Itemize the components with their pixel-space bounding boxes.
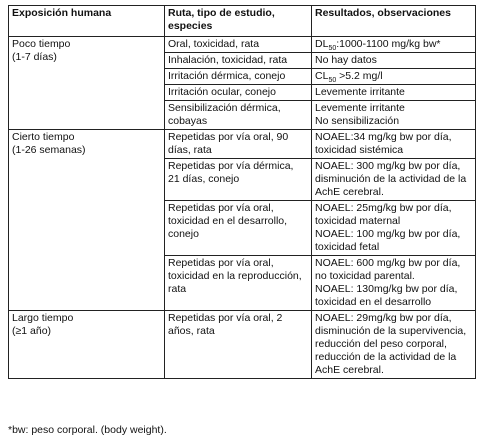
route-cell: Repetidas por vía oral, 2 años, rata bbox=[165, 311, 312, 379]
route-cell: Repetidas por vía dérmica, 21 días, conejo bbox=[165, 159, 312, 201]
footnote: *bw: peso corporal. (body weight). bbox=[8, 424, 167, 436]
result-cell: NOAEL: 600 mg/kg bw por día, no toxicidad parental. NOAEL: 130mg/kg bw por día, toxicidad en el desarrollo bbox=[312, 256, 476, 311]
result-cell: No hay datos bbox=[312, 53, 476, 69]
result-cell bbox=[312, 69, 476, 85]
result-subscript: 50 bbox=[328, 77, 337, 85]
table-header-row bbox=[9, 6, 476, 37]
exposure-cell: Poco tiempo (1-7 días) bbox=[9, 37, 165, 130]
header-results: Resultados, observaciones bbox=[312, 6, 476, 37]
table-row bbox=[9, 37, 476, 53]
result-cell: NOAEL: 25mg/kg bw por día, toxicidad maternal NOAEL: 100 mg/kg bw por día, toxicidad fetal bbox=[312, 201, 476, 256]
route-cell: Repetidas por vía oral, 90 días, rata bbox=[165, 130, 312, 159]
result-suffix: :1000-1100 mg/kg bw* bbox=[336, 38, 441, 50]
result-cell: NOAEL: 300 mg/kg bw por día, disminución de la actividad de la AchE cerebral. bbox=[312, 159, 476, 201]
route-cell: Repetidas por vía oral, toxicidad en la reproducción, rata bbox=[165, 256, 312, 311]
result-subscript: 50 bbox=[328, 45, 337, 53]
route-cell: Oral, toxicidad, rata bbox=[165, 37, 312, 53]
route-cell: Sensibilización dérmica, cobayas bbox=[165, 101, 312, 130]
result-prefix: DL bbox=[315, 38, 329, 50]
result-cell: NOAEL:34 mg/kg bw por día, toxicidad sistémica bbox=[312, 130, 476, 159]
table-row bbox=[9, 311, 476, 379]
route-cell: Irritación ocular, conejo bbox=[165, 85, 312, 101]
result-cell: NOAEL: 29mg/kg bw por día, disminución de la supervivencia, reducción del peso corporal, reducción de la actividad de la AchE cerebral. bbox=[312, 311, 476, 379]
toxicity-table bbox=[8, 5, 476, 379]
exposure-cell: Cierto tiempo (1-26 semanas) bbox=[9, 130, 165, 311]
result-cell: Levemente irritante bbox=[312, 85, 476, 101]
result-cell bbox=[312, 37, 476, 53]
table-row bbox=[9, 130, 476, 159]
route-cell: Inhalación, toxicidad, rata bbox=[165, 53, 312, 69]
exposure-cell: Largo tiempo (≥1 año) bbox=[9, 311, 165, 379]
header-route: Ruta, tipo de estudio, especies bbox=[165, 6, 312, 37]
header-exposure: Exposición humana bbox=[9, 6, 165, 37]
route-cell: Repetidas por vía oral, toxicidad en el desarrollo, conejo bbox=[165, 201, 312, 256]
result-cell: Levemente irritante No sensibilización bbox=[312, 101, 476, 130]
result-prefix: CL bbox=[315, 70, 329, 82]
result-suffix: >5.2 mg/l bbox=[336, 70, 383, 82]
route-cell: Irritación dérmica, conejo bbox=[165, 69, 312, 85]
